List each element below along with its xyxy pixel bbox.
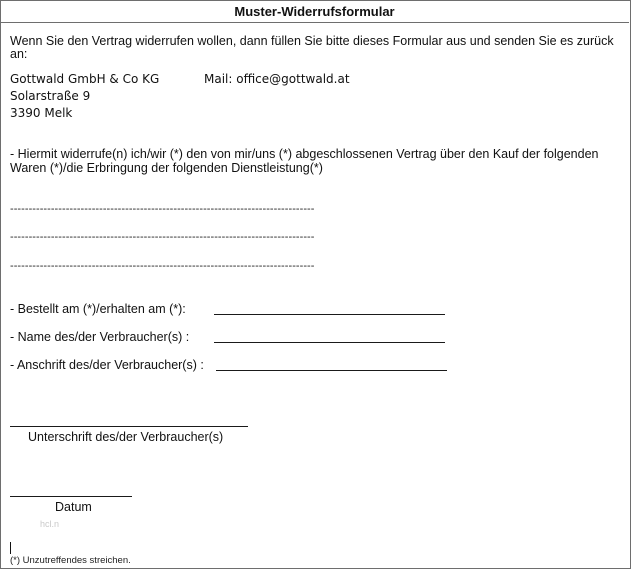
- text-cursor: [10, 542, 11, 554]
- company-mail: Mail: office@gottwald.at: [204, 72, 350, 86]
- name-input-line[interactable]: [214, 342, 445, 343]
- address-label: - Anschrift des/der Verbraucher(s) :: [10, 358, 204, 372]
- signature-line[interactable]: [10, 426, 248, 427]
- title-bar: [0, 0, 629, 23]
- date-line[interactable]: [10, 496, 132, 497]
- company-city: 3390 Melk: [10, 106, 73, 120]
- statement-line-1: - Hiermit widerrufe(n) ich/wir (*) den von mir/uns (*) abgeschlossenen Vertrag über den Kauf der folgenden: [10, 147, 599, 161]
- faint-text: hcl.n: [40, 519, 60, 529]
- dashed-fill-line-1: ----------------------------------------------------------------------------------: [10, 203, 315, 215]
- statement-line-2: Waren (*)/die Erbringung der folgenden Dienstleistung(*): [10, 161, 323, 175]
- dashed-fill-line-3: ----------------------------------------------------------------------------------: [10, 260, 315, 272]
- ordered-input-line[interactable]: [214, 314, 445, 315]
- intro-text-line-2: an:: [10, 47, 28, 61]
- name-label: - Name des/der Verbraucher(s) :: [10, 330, 190, 344]
- footnote: (*) Unzutreffendes streichen.: [10, 555, 131, 566]
- signature-label: Unterschrift des/der Verbraucher(s): [28, 430, 224, 444]
- company-street: Solarstraße 9: [10, 89, 91, 103]
- dashed-fill-line-2: ----------------------------------------------------------------------------------: [10, 231, 315, 243]
- address-input-line[interactable]: [216, 370, 447, 371]
- company-name: Gottwald GmbH & Co KG: [10, 72, 160, 86]
- date-label: Datum: [55, 500, 92, 514]
- form-title: Muster-Widerrufsformular: [234, 4, 395, 19]
- ordered-label: - Bestellt am (*)/erhalten am (*):: [10, 302, 186, 316]
- intro-text-line-1: Wenn Sie den Vertrag widerrufen wollen, dann füllen Sie bitte dieses Formular aus und senden Sie es zurück: [10, 34, 614, 48]
